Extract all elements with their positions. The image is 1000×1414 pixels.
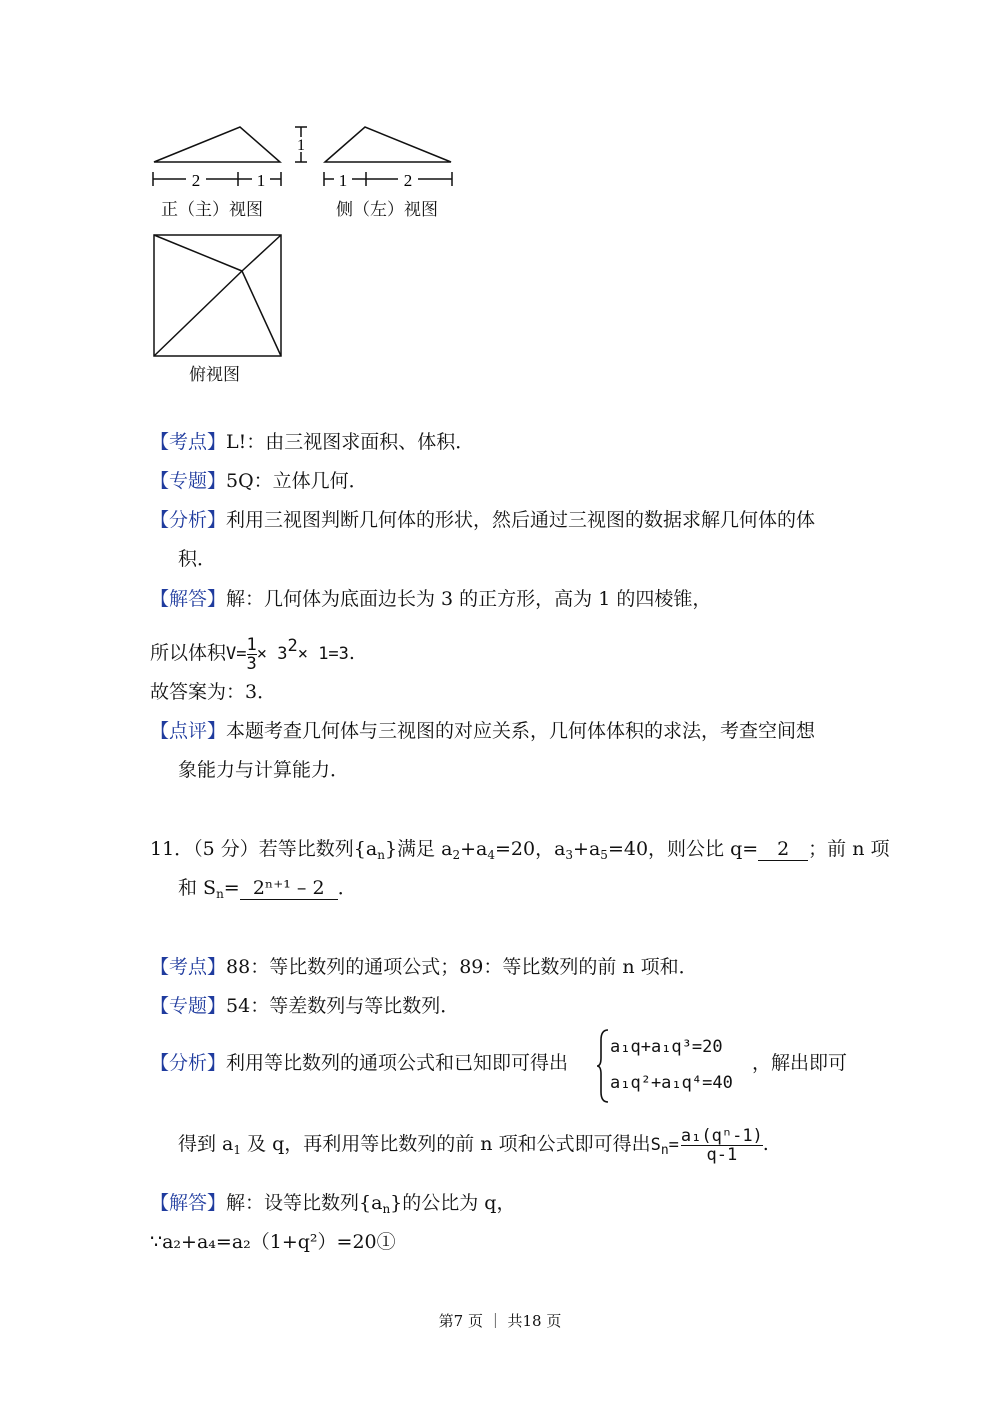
system-eq-1: a₁q+a₁q³=20 xyxy=(610,1037,723,1057)
stem-b: }满足 a xyxy=(384,838,453,860)
volume-exp: 2 xyxy=(287,636,298,656)
stem-a: 11．（5 分）若等比数列{a xyxy=(150,838,378,860)
sn-eq: = xyxy=(668,1135,679,1155)
stem-f: =40，则公比 q= xyxy=(607,838,759,860)
q10-zhuanti xyxy=(150,469,368,493)
volume-mid: × 3 xyxy=(256,644,288,664)
stem2-a: 和 S xyxy=(178,877,217,899)
zhuanti-tag: 【专题】 xyxy=(150,995,227,1017)
volume-prefix: 所以体积 xyxy=(150,642,227,664)
fenxi-tag: 【分析】 xyxy=(150,509,227,531)
side-dim-2: 2 xyxy=(403,171,413,190)
kaodian-text: L!：由三视图求面积、体积． xyxy=(226,431,475,453)
sub-2: 2 xyxy=(452,848,461,862)
q11-fenxi-cont xyxy=(178,1122,769,1173)
jieda-tag: 【解答】 xyxy=(150,588,227,610)
sub-5: 5 xyxy=(600,848,608,862)
q11-last-line: ∵a₂+a₄=a₂（1+q²）=20① xyxy=(150,1231,396,1253)
q11-fenxi xyxy=(150,1051,568,1075)
fraction-denominator: 3 xyxy=(246,653,257,674)
q11-fenxi-after: ，解出即可 xyxy=(752,1052,848,1074)
q10-jieda xyxy=(150,587,711,611)
dianping-tag: 【点评】 xyxy=(150,720,227,742)
page-footer: 第7 页 ｜ 共18 页 xyxy=(438,1312,562,1330)
q10-dianping xyxy=(150,719,815,743)
dianping-text: 本题考查几何体与三视图的对应关系，几何体体积的求法，考查空间想 xyxy=(226,720,816,742)
sub-3: 3 xyxy=(565,848,574,862)
q10-dianping-cont: 象能力与计算能力． xyxy=(178,759,350,781)
sn-denominator: q-1 xyxy=(706,1144,738,1165)
kaodian-text: 88：等比数列的通项公式；89：等比数列的前 n 项和． xyxy=(226,956,698,978)
volume-tail: × 1=3 xyxy=(297,644,349,664)
jieda-b: }的公比为 q， xyxy=(390,1192,516,1214)
front-dim-1: 1 xyxy=(256,171,266,190)
fenxi2-b: 及 q，再利用等比数列的前 n 项和公式即可得出 xyxy=(241,1133,651,1155)
side-dim-1: 1 xyxy=(338,171,348,190)
volume-fraction xyxy=(247,636,257,673)
fenxi-text: 利用三视图判断几何体的形状，然后通过三视图的数据求解几何体的体 xyxy=(226,509,816,531)
top-view-label: 俯视图 xyxy=(189,365,240,385)
sub-1: 1 xyxy=(233,1143,242,1157)
front-view-label: 正（主）视图 xyxy=(161,200,263,220)
zhuanti-text: 54：等差数列与等比数列． xyxy=(226,995,460,1017)
q11-stem xyxy=(150,837,890,867)
side-view-triangle xyxy=(325,127,451,162)
sub-n: n xyxy=(377,848,385,862)
q10-answer: 故答案为：3． xyxy=(150,681,277,703)
answer-blank-q: 2 xyxy=(758,838,808,861)
front-dim-2: 2 xyxy=(191,171,201,190)
system-brace xyxy=(596,1028,610,1104)
jieda-a: 解：设等比数列{a xyxy=(226,1192,383,1214)
stem-g: ；前 n 项 xyxy=(808,838,890,860)
q11-kaodian xyxy=(150,955,698,979)
fraction-numerator: 1 xyxy=(246,634,257,655)
q11-jieda xyxy=(150,1191,515,1221)
height-dim-1: 1 xyxy=(297,137,305,154)
jieda-tag: 【解答】 xyxy=(150,1192,227,1214)
kaodian-tag: 【考点】 xyxy=(150,431,227,453)
q11-stem-cont xyxy=(178,876,357,906)
top-view-square xyxy=(154,235,281,356)
sn-end: . xyxy=(762,1133,769,1155)
q10-volume xyxy=(150,626,355,674)
stem-e: +a xyxy=(573,838,601,860)
answer-blank-s: 2ⁿ⁺¹ – 2 xyxy=(240,877,338,900)
fenxi-tag: 【分析】 xyxy=(150,1052,227,1074)
kaodian-tag: 【考点】 xyxy=(150,956,227,978)
jieda-text: 解：几何体为底面边长为 3 的正方形，高为 1 的四棱锥， xyxy=(226,588,712,610)
stem-d: =20，a xyxy=(494,838,566,860)
sn-fraction xyxy=(681,1127,763,1164)
sub-4: 4 xyxy=(487,848,495,862)
q10-fenxi xyxy=(150,508,815,532)
fenxi2-a: 得到 a xyxy=(178,1133,234,1155)
fenxi-text: 利用等比数列的通项公式和已知即可得出 xyxy=(226,1052,569,1074)
q10-fenxi-cont: 积． xyxy=(178,548,217,570)
q10-kaodian xyxy=(150,430,474,454)
zhuanti-text: 5Q：立体几何． xyxy=(226,470,368,492)
volume-lhs: V= xyxy=(226,644,247,664)
sub-n2: n xyxy=(216,887,224,901)
stem2-b: = xyxy=(223,877,240,899)
volume-end: . xyxy=(348,642,355,664)
stem-c: +a xyxy=(460,838,488,860)
sn-numerator: a₁(qⁿ-1) xyxy=(680,1125,763,1146)
side-view-label: 侧（左）视图 xyxy=(336,200,438,220)
zhuanti-tag: 【专题】 xyxy=(150,470,227,492)
q11-zhuanti xyxy=(150,994,459,1018)
sub-n3: n xyxy=(382,1202,391,1216)
front-view-triangle xyxy=(154,127,280,162)
stem2-c: ． xyxy=(337,877,357,899)
system-eq-2: a₁q²+a₁q⁴=40 xyxy=(610,1073,733,1093)
sn-sub: n xyxy=(660,1143,669,1158)
sn-lhs: S xyxy=(650,1135,661,1155)
